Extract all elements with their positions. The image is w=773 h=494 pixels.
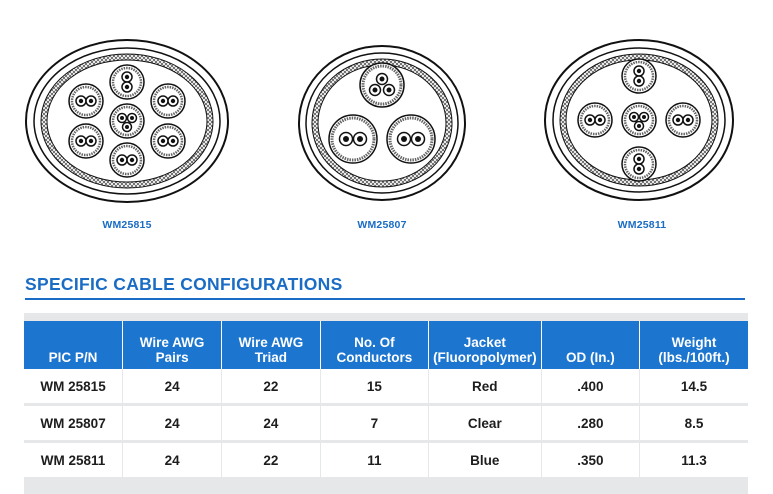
cell-conductors: 7 (320, 405, 428, 442)
column-header-weight: Weight (lbs./100ft.) (640, 321, 748, 369)
cell-awg-triad: 22 (222, 369, 321, 405)
cable-diagram-wm25815 (24, 38, 230, 204)
cell-pic-pn: WM 25815 (24, 369, 123, 405)
column-header-awg-pairs: Wire AWG Pairs (123, 321, 222, 369)
cell-weight: 14.5 (640, 369, 748, 405)
cable-diagram-wm25811 (543, 38, 735, 202)
diagram-label: WM25807 (357, 219, 407, 231)
cell-awg-pairs: 24 (123, 442, 222, 478)
column-header-jacket: Jacket (Fluoropolymer) (428, 321, 541, 369)
cell-jacket: Clear (428, 405, 541, 442)
cell-od: .400 (541, 369, 639, 405)
cell-weight: 8.5 (640, 405, 748, 442)
cable-spec-table (24, 321, 748, 477)
column-header-awg-triad: Wire AWG Triad (222, 321, 321, 369)
cell-awg-triad: 22 (222, 442, 321, 478)
cell-od: .350 (541, 442, 639, 478)
cell-od: .280 (541, 405, 639, 442)
cell-conductors: 11 (320, 442, 428, 478)
cell-weight: 11.3 (640, 442, 748, 478)
section-title: SPECIFIC CABLE CONFIGURATIONS (25, 274, 343, 294)
cell-awg-pairs: 24 (123, 405, 222, 442)
cell-jacket: Blue (428, 442, 541, 478)
cell-pic-pn: WM 25807 (24, 405, 123, 442)
section-divider (25, 298, 745, 300)
cell-jacket: Red (428, 369, 541, 405)
table-row (24, 442, 748, 478)
column-header-pic-pn: PIC P/N (24, 321, 123, 369)
table-row (24, 405, 748, 442)
table-header-row (24, 321, 748, 369)
column-header-conductors: No. Of Conductors (320, 321, 428, 369)
cell-awg-pairs: 24 (123, 369, 222, 405)
cell-conductors: 15 (320, 369, 428, 405)
diagram-label: WM25815 (102, 219, 152, 231)
column-header-od: OD (In.) (541, 321, 639, 369)
cell-pic-pn: WM 25811 (24, 442, 123, 478)
table-row (24, 369, 748, 405)
diagram-label: WM25811 (617, 219, 667, 231)
cable-diagram-wm25807 (297, 44, 467, 202)
cell-awg-triad: 24 (222, 405, 321, 442)
